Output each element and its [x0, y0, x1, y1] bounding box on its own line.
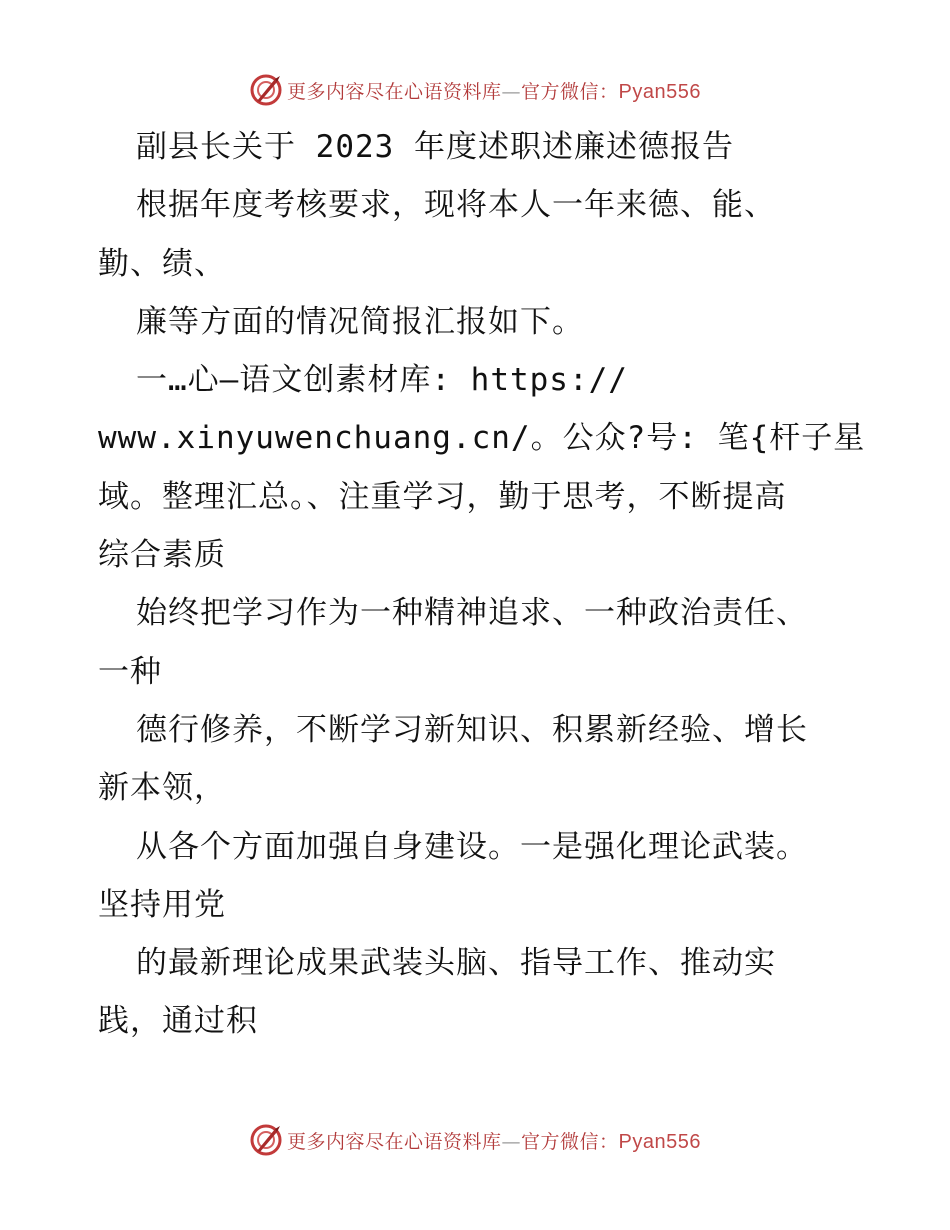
footer-brand-wechat: 官方微信： [521, 1130, 619, 1153]
paragraph-line: 一种 [98, 653, 162, 690]
quill-logo-icon [249, 73, 283, 107]
footer-brand-text [287, 1127, 701, 1154]
paragraph-line: 始终把学习作为一种精神追求、一种政治责任、 [136, 595, 808, 632]
header-watermark [0, 70, 950, 110]
paragraph-line: 新本领， [98, 770, 226, 807]
paragraph-line: 的最新理论成果武装头脑、指导工作、推动实 [136, 945, 776, 982]
paragraph-line: 廉等方面的情况简报汇报如下。 [136, 303, 584, 340]
paragraph-line: www.xinyuwenchuang.cn/。公众?号: 笔{杆子星 [98, 420, 866, 457]
header-brand-text [287, 77, 701, 104]
paragraph-line: 一…心—语文创素材库: https:// [136, 362, 628, 399]
paragraph-line: 德行修养，不断学习新知识、积累新经验、增长 [136, 711, 808, 748]
paragraph-line: 根据年度考核要求，现将本人一年来德、能、 [136, 187, 776, 224]
document-title: 副县长关于 2023 年度述职述廉述德报告 [136, 129, 734, 165]
paragraph-line: 从各个方面加强自身建设。一是强化理论武装。 [136, 828, 808, 865]
quill-logo-icon [249, 1123, 283, 1157]
paragraph-line: 践，通过积 [98, 1003, 258, 1040]
header-brand-wechat: 官方微信： [521, 80, 619, 103]
header-brand-sep: — [501, 80, 522, 103]
paragraph-line: 坚持用党 [98, 886, 226, 923]
header-brand-main: 更多内容尽在心语资料库 [287, 80, 502, 103]
footer-brand-id: Pyan556 [618, 1130, 701, 1153]
paragraph-line: 综合素质 [98, 537, 226, 574]
paragraph-line: 勤、绩、 [98, 245, 226, 282]
paragraph-line: 域。整理汇总。、注重学习，勤于思考，不断提高 [98, 478, 787, 515]
header-brand-id: Pyan556 [618, 80, 701, 103]
footer-watermark [0, 1120, 950, 1160]
footer-brand-main: 更多内容尽在心语资料库 [287, 1130, 502, 1153]
document-body [98, 118, 866, 1051]
footer-brand-sep: — [501, 1130, 522, 1153]
